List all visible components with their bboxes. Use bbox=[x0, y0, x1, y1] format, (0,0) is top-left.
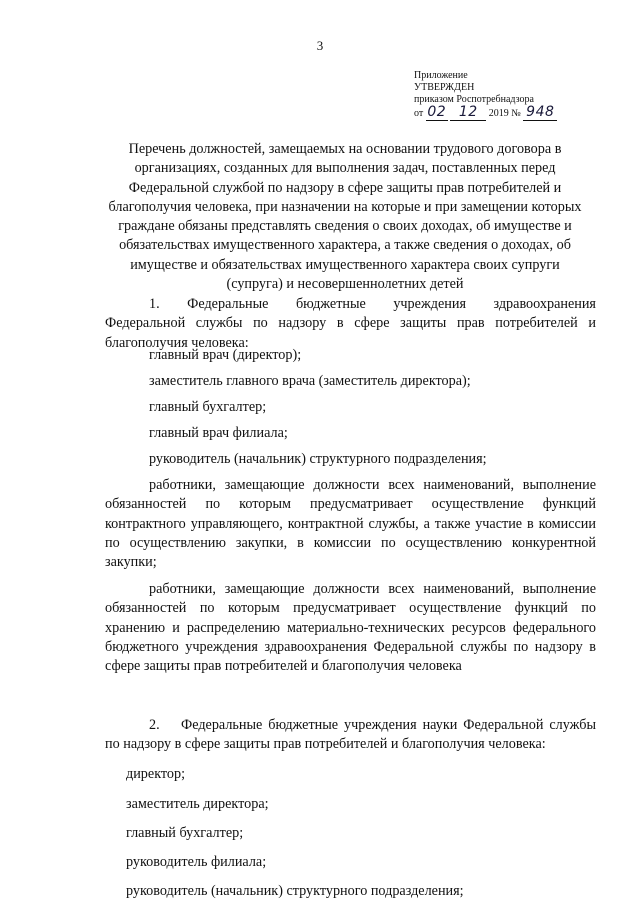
approval-block bbox=[414, 70, 557, 121]
list-item: руководитель (начальник) структурного подразделения; bbox=[126, 883, 464, 899]
date-day: 02 bbox=[427, 104, 447, 120]
list-item: руководитель (начальник) структурного подразделения; bbox=[149, 451, 487, 467]
date-month: 12 bbox=[458, 104, 478, 120]
approval-date-line bbox=[414, 106, 557, 121]
section1-heading bbox=[105, 295, 596, 353]
approval-approved: УТВЕРЖДЕН bbox=[414, 82, 475, 93]
paragraph-text: работники, замещающие должности всех наименований, выполнение обязанностей по которым предусматривает осуществление функций контрактного управляющего, контрактной службы, а также участие в комиссии по осуществлению закупки, в комиссии по осуществлению конкурентной закупки; bbox=[105, 477, 596, 571]
list-item: директор; bbox=[126, 766, 186, 782]
list-item: заместитель директора; bbox=[126, 796, 269, 812]
section1-heading-rest: Федеральной службы по надзору в сфере защиты прав потребителей и благополучия человека: bbox=[105, 315, 596, 351]
list-item: главный бухгалтер; bbox=[126, 825, 244, 841]
order-number: 948 bbox=[526, 104, 555, 120]
document-title: Перечень должностей, замещаемых на основании трудового договора в организациях, созданных для выполнения задач, поставленных перед Федеральной службой по надзору в сфере защиты прав потребителей и благополучия человека, при назначении на которые и при замещении которых граждане обязаны представлять сведения о своих доходах, об имуществе и обязательствах имущественного характера, а также сведения о доходах, об имуществе и обязательствах имущественного характера своих супруги (супруга) и несовершеннолетних детей bbox=[108, 141, 582, 293]
section1-word: бюджетные bbox=[295, 296, 366, 312]
date-prefix: от bbox=[414, 108, 424, 119]
list-item: главный бухгалтер; bbox=[149, 399, 267, 415]
date-year: 2019 № bbox=[488, 108, 521, 119]
section2-heading-text: Федеральные бюджетные учреждения науки Федеральной службы по надзору в сфере защиты прав потребителей и благополучия человека: bbox=[105, 717, 596, 753]
section1-workers-procurement bbox=[105, 476, 596, 572]
approval-order: приказом Роспотребнадзора bbox=[414, 94, 534, 105]
section2-heading bbox=[105, 716, 596, 755]
section1-workers-storage bbox=[105, 580, 596, 676]
section1-word: учреждения bbox=[393, 296, 466, 312]
list-item: руководитель филиала; bbox=[126, 854, 267, 870]
section1-word: Федеральные bbox=[187, 296, 269, 312]
list-item: заместитель главного врача (заместитель директора); bbox=[149, 373, 471, 389]
approval-appendix: Приложение bbox=[414, 70, 468, 81]
paragraph-text: работники, замещающие должности всех наименований, выполнение обязанностей по которым предусматривает осуществление функций по хранению и распределению материально-технических ресурсов федерального бюджетного учреждения здравоохранения Федеральной службы по надзору в сфере защиты прав потребителей и благополучия человека bbox=[105, 581, 596, 675]
section1-word: здравоохранения bbox=[493, 296, 596, 312]
list-item: главный врач филиала; bbox=[149, 425, 288, 441]
list-item: главный врач (директор); bbox=[149, 347, 302, 363]
section1-number: 1. bbox=[149, 296, 160, 312]
page-number: 3 bbox=[316, 38, 324, 53]
section2-number: 2. bbox=[149, 717, 160, 733]
